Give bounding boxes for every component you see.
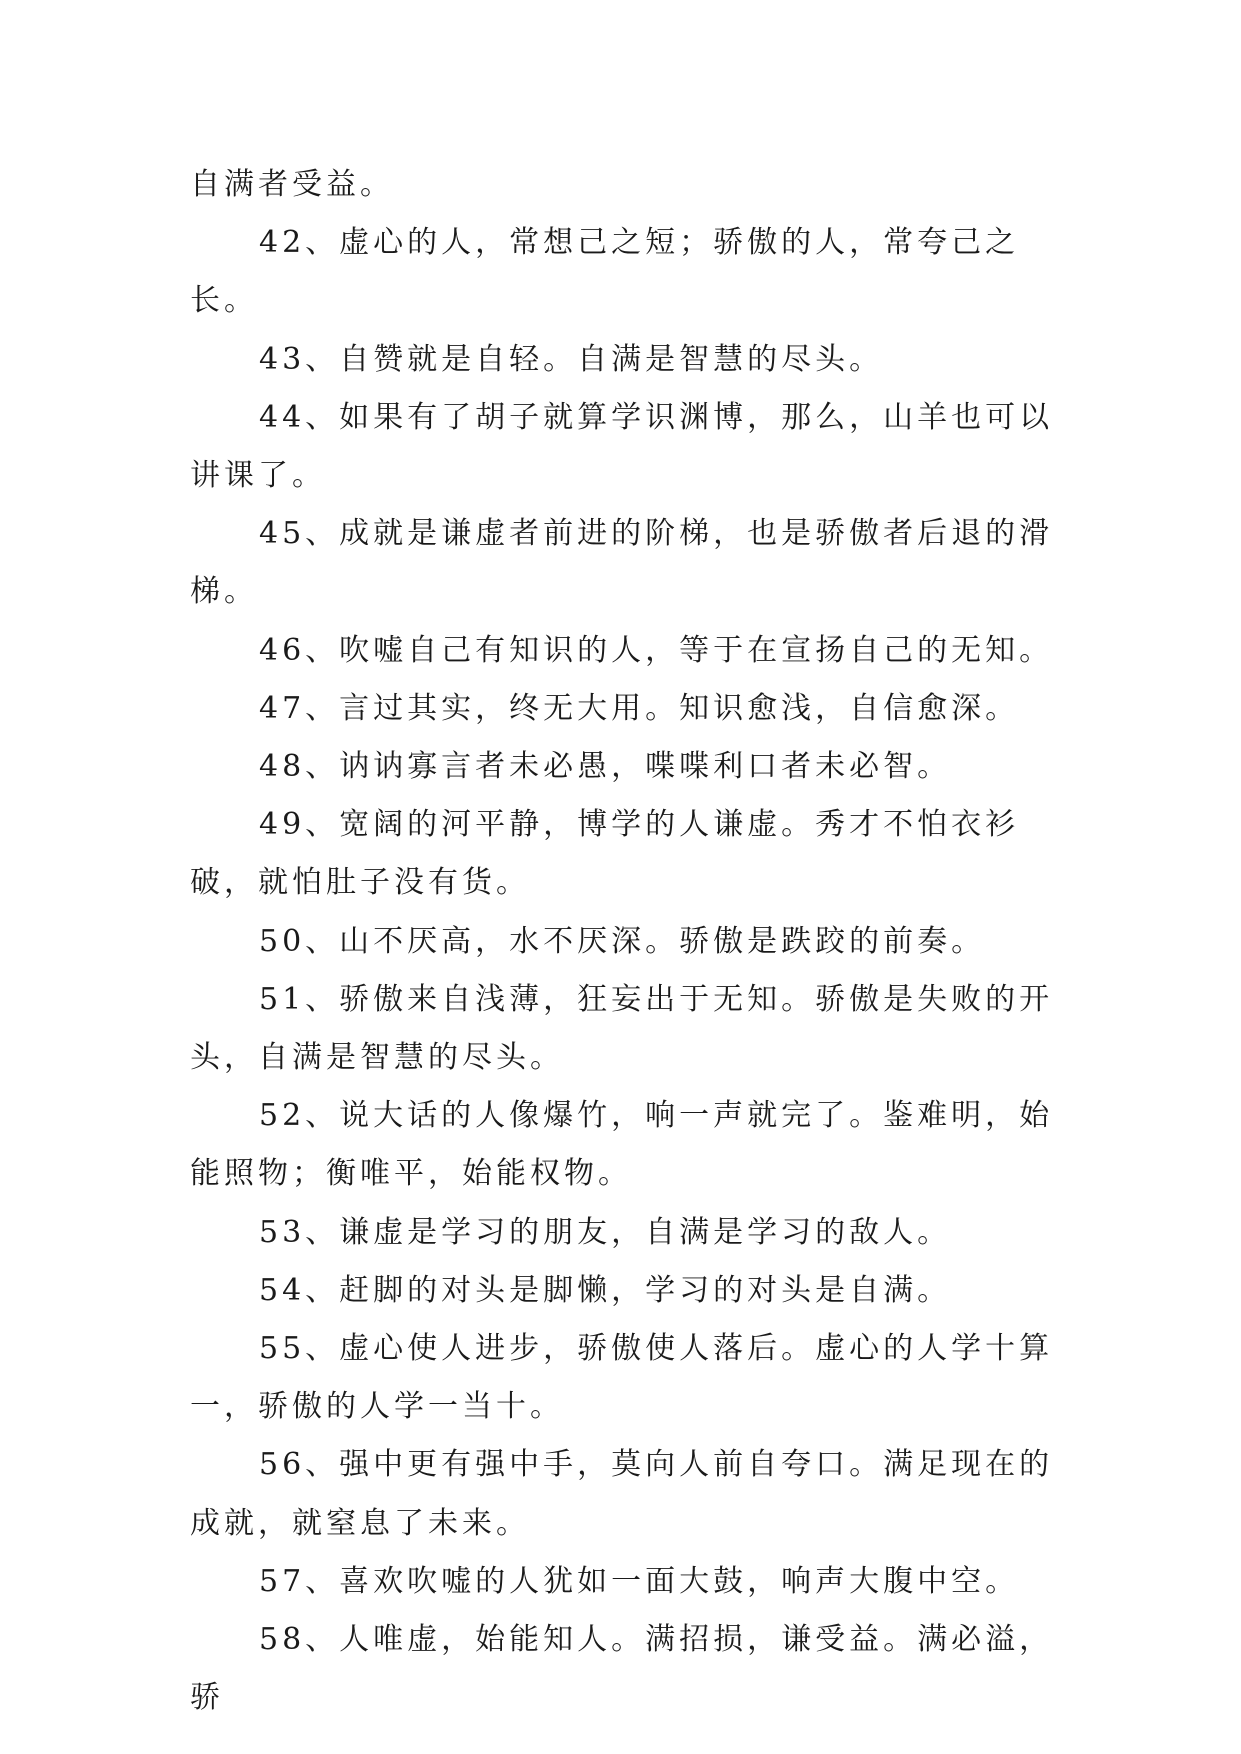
paragraph: 49、宽阔的河平静，博学的人谦虚。秀才不怕衣衫破，就怕肚子没有货。 (190, 807, 1020, 901)
paragraph: 46、吹嘘自己有知识的人，等于在宣扬自己的无知。 (259, 632, 1054, 668)
paragraph: 52、说大话的人像爆竹，响一声就完了。鉴难明，始能照物；衡唯平，始能权物。 (190, 1098, 1054, 1192)
paragraph: 44、如果有了胡子就算学识渊博，那么，山羊也可以讲课了。 (190, 399, 1054, 494)
paragraph: 48、讷讷寡言者未必愚，喋喋利口者未必智。 (259, 749, 952, 785)
paragraph: 51、骄傲来自浅薄，狂妄出于无知。骄傲是失败的开头，自满是智慧的尽头。 (190, 981, 1054, 1076)
paragraph: 47、言过其实，终无大用。知识愈浅，自信愈深。 (259, 690, 1020, 726)
paragraph: 53、谦虚是学习的朋友，自满是学习的敌人。 (259, 1214, 952, 1250)
paragraph: 54、赶脚的对头是脚懒，学习的对头是自满。 (259, 1272, 952, 1308)
paragraph: 55、虚心使人进步，骄傲使人落后。虚心的人学十算一，骄傲的人学一当十。 (190, 1331, 1054, 1425)
paragraph: 50、山不厌高，水不厌深。骄傲是跌跤的前奏。 (259, 923, 986, 959)
paragraph: 45、成就是谦虚者前进的阶梯，也是骄傲者后退的滑梯。 (190, 516, 1054, 610)
paragraph: 57、喜欢吹嘘的人犹如一面大鼓，响声大腹中空。 (259, 1563, 1020, 1599)
paragraph: 42、虚心的人，常想己之短；骄傲的人，常夸己之长。 (190, 225, 1020, 319)
paragraph: 自满者受益。 (190, 167, 394, 202)
body-text (190, 156, 1080, 1727)
paragraph: 56、强中更有强中手，莫向人前自夸口。满足现在的成就，就窒息了未来。 (190, 1447, 1054, 1541)
paragraph: 43、自赞就是自轻。自满是智慧的尽头。 (259, 341, 884, 377)
paragraph: 58、人唯虚，始能知人。满招损，谦受益。满必溢，骄 (190, 1622, 1054, 1716)
